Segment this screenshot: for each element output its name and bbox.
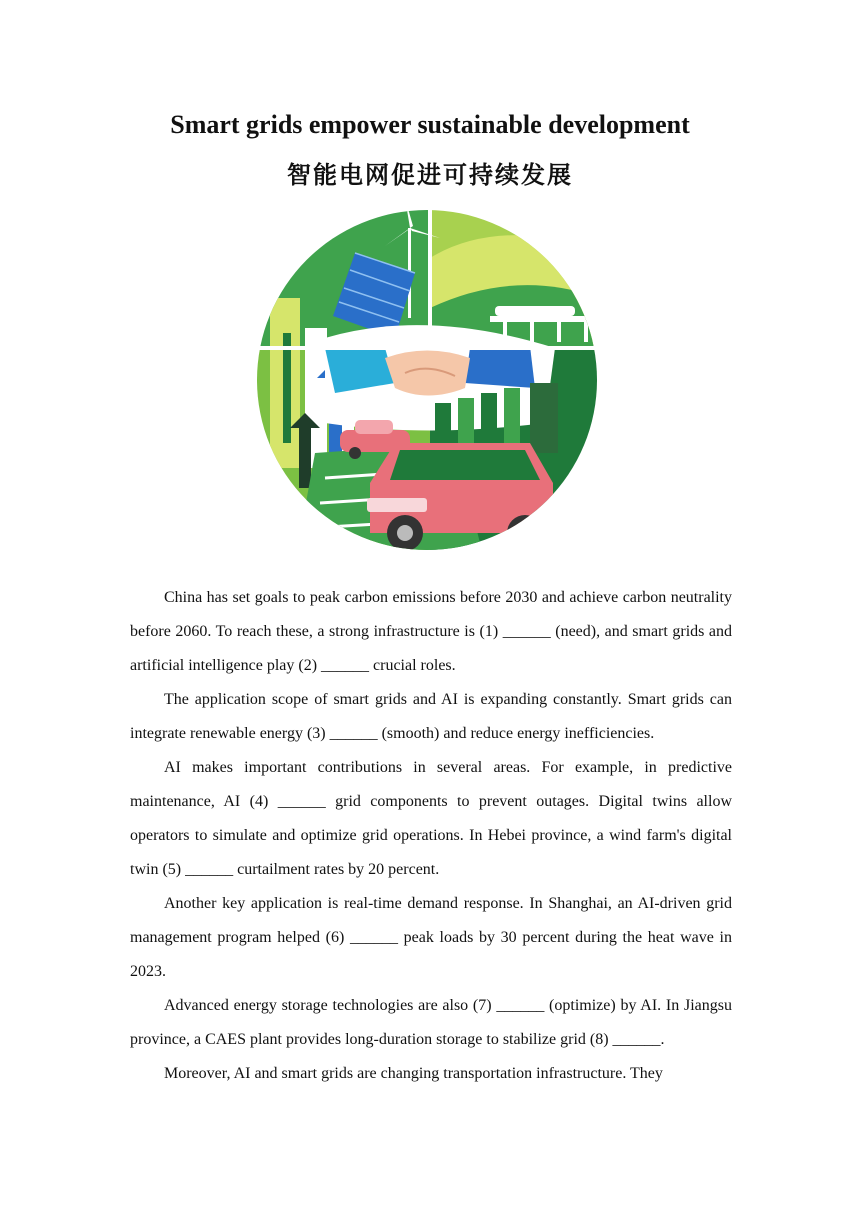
article-body <box>130 581 732 1091</box>
paragraph: The application scope of smart grids and AI is expanding constantly. Smart grids can integrate renewable energy (3) ______ (smooth) and reduce energy inefficiencies. <box>130 691 732 742</box>
paragraph: Moreover, AI and smart grids are changing transportation infrastructure. They <box>164 1065 663 1082</box>
paragraph: Advanced energy storage technologies are also (7) ______ (optimize) by AI. In Jiangsu province, a CAES plant provides long-duration storage to stabilize grid (8) ______. <box>130 997 732 1048</box>
paragraph: Another key application is real-time demand response. In Shanghai, an AI-driven grid management program helped (6) ______ peak loads by 30 percent during the heat wave in 2023. <box>130 895 732 980</box>
smart-grid-illustration <box>255 198 600 563</box>
title-english: Smart grids empower sustainable development <box>170 110 690 139</box>
paragraph: China has set goals to peak carbon emissions before 2030 and achieve carbon neutrality before 2060. To reach these, a strong infrastructure is (1) ______ (need), and smart grids and artificial intelligence play (2) ______ crucial roles. <box>130 589 732 674</box>
paragraph: AI makes important contributions in several areas. For example, in predictive maintenance, AI (4) ______ grid components to prevent outages. Digital twins allow operators to simulate and optimize grid operations. In Hebei province, a wind farm's digital twin (5) ______ curtailment rates by 20 percent. <box>130 759 732 878</box>
title-chinese: 智能电网促进可持续发展 <box>287 161 573 189</box>
